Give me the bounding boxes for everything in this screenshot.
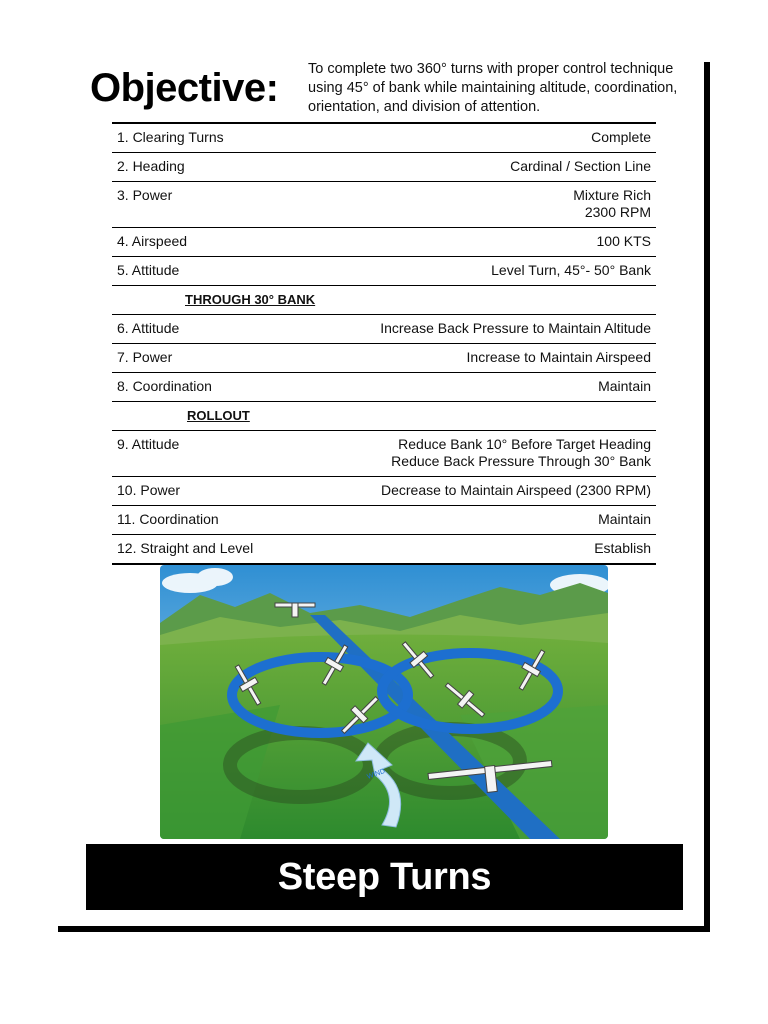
row-value: 100 KTS	[596, 233, 651, 249]
row-value: Level Turn, 45°- 50° Bank	[491, 262, 651, 278]
row-value: Cardinal / Section Line	[510, 158, 651, 174]
page-title: Steep Turns	[277, 855, 492, 898]
table-row	[112, 256, 656, 285]
title-banner	[86, 844, 683, 910]
wind-label: WIND	[366, 767, 387, 781]
row-label: 12. Straight and Level	[117, 540, 254, 556]
procedure-table	[112, 122, 656, 565]
table-row	[112, 181, 656, 227]
row-label: 9. Attitude	[117, 436, 180, 452]
table-row	[112, 314, 656, 343]
objective-description: To complete two 360° turns with proper control technique using 45° of bank while maintaining altitude, coordination, orientation, and division of attention.	[308, 61, 678, 115]
row-label: 6. Attitude	[117, 320, 180, 336]
table-row	[112, 124, 656, 152]
frame-right-border	[704, 62, 710, 932]
row-value: Establish	[594, 540, 651, 556]
table-row	[112, 505, 656, 534]
row-label: 4. Airspeed	[117, 233, 188, 249]
row-value: Maintain	[598, 511, 651, 527]
row-label: 10. Power	[117, 482, 181, 498]
row-value: Maintain	[598, 378, 651, 394]
row-label: 7. Power	[117, 349, 173, 365]
row-value: Increase Back Pressure to Maintain Altitude	[380, 320, 651, 336]
row-value: Reduce Bank 10° Before Target Heading Reduce Back Pressure Through 30° Bank	[391, 436, 651, 469]
table-row	[112, 227, 656, 256]
row-value: Complete	[591, 129, 651, 145]
table-row	[112, 152, 656, 181]
objective-heading: Objective:	[90, 66, 279, 110]
section-heading-rollout: ROLLOUT	[112, 401, 656, 430]
section-heading-through-bank: THROUGH 30° BANK	[112, 285, 656, 314]
row-label: 11. Coordination	[117, 511, 219, 527]
row-label: 5. Attitude	[117, 262, 180, 278]
table-row	[112, 476, 656, 505]
frame-bottom-border	[58, 926, 710, 932]
row-label: 3. Power	[117, 187, 173, 203]
row-label: 2. Heading	[117, 158, 185, 174]
row-label: 8. Coordination	[117, 378, 212, 394]
row-value: Increase to Maintain Airspeed	[466, 349, 651, 365]
row-label: 1. Clearing Turns	[117, 129, 224, 145]
steep-turns-illustration	[160, 565, 608, 839]
table-row	[112, 430, 656, 476]
table-row	[112, 534, 656, 563]
table-row	[112, 372, 656, 401]
table-row	[112, 343, 656, 372]
row-value: Mixture Rich 2300 RPM	[573, 187, 651, 220]
row-value: Decrease to Maintain Airspeed (2300 RPM)	[380, 482, 651, 498]
